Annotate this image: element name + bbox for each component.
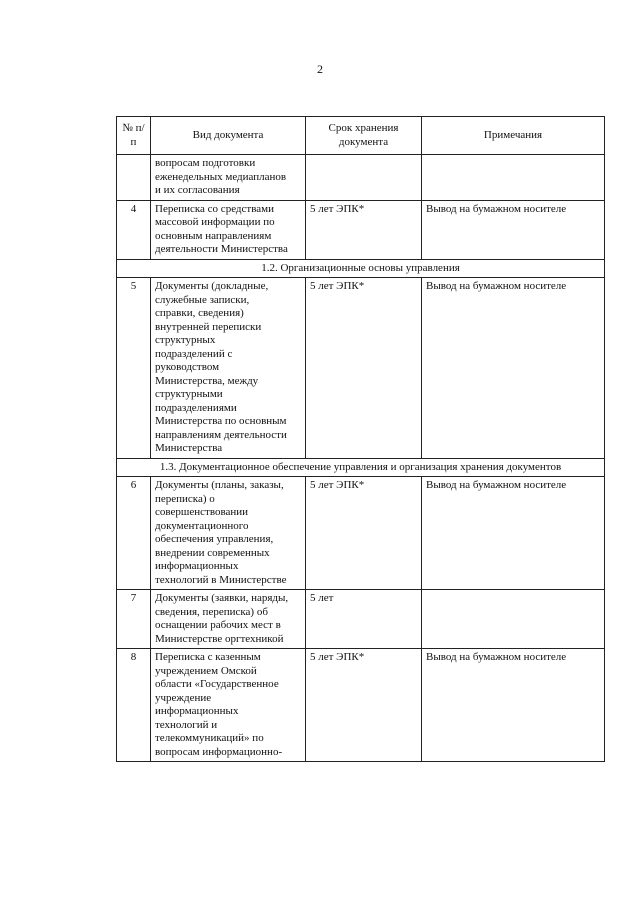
retention-term: 5 лет ЭПК* <box>306 649 422 762</box>
table-row <box>117 200 605 259</box>
row-number: 6 <box>117 477 151 590</box>
row-number: 4 <box>117 200 151 259</box>
table-row <box>117 590 605 649</box>
row-number <box>117 155 151 201</box>
retention-term: 5 лет ЭПК* <box>306 200 422 259</box>
section-row <box>117 458 605 477</box>
notes: Вывод на бумажном носителе <box>422 477 605 590</box>
document-type: Переписка с казенным учреждением Омской области «Государственное учреждение информационных технологий и телекоммуникаций» по вопросам информационно- <box>151 649 306 762</box>
document-type: Документы (планы, заказы, переписка) о совершенствовании документационного обеспечения управления, внедрении современных информационных технологий в Министерстве <box>151 477 306 590</box>
notes: Вывод на бумажном носителе <box>422 649 605 762</box>
page-number: 2 <box>317 62 323 76</box>
header-retention-term: Срок хранения документа <box>306 117 422 155</box>
header-document-type: Вид документа <box>151 117 306 155</box>
notes <box>422 155 605 201</box>
notes <box>422 590 605 649</box>
table-header-row <box>117 117 605 155</box>
retention-term: 5 лет ЭПК* <box>306 477 422 590</box>
document-type: Переписка со средствами массовой информации по основным направлениям деятельности Министерства <box>151 200 306 259</box>
section-row <box>117 259 605 278</box>
document-type: Документы (докладные, служебные записки, справки, сведения) внутренней переписки структурных подразделений с руководством Министерства, между структурными подразделениями Министерства по основным направлениям деятельности Министерства <box>151 278 306 459</box>
document-type: Документы (заявки, наряды, сведения, переписка) об оснащении рабочих мест в Министерстве оргтехникой <box>151 590 306 649</box>
row-number: 7 <box>117 590 151 649</box>
retention-term: 5 лет <box>306 590 422 649</box>
header-number: № п/п <box>117 117 151 155</box>
retention-term <box>306 155 422 201</box>
document-type: вопросам подготовки еженедельных медиапланов и их согласования <box>151 155 306 201</box>
header-notes: Примечания <box>422 117 605 155</box>
notes: Вывод на бумажном носителе <box>422 200 605 259</box>
table-row <box>117 649 605 762</box>
table-row <box>117 278 605 459</box>
row-number: 8 <box>117 649 151 762</box>
retention-term: 5 лет ЭПК* <box>306 278 422 459</box>
row-number: 5 <box>117 278 151 459</box>
section-heading: 1.3. Документационное обеспечение управления и организация хранения документов <box>117 458 605 477</box>
retention-table <box>116 116 605 762</box>
section-heading: 1.2. Организационные основы управления <box>117 259 605 278</box>
notes: Вывод на бумажном носителе <box>422 278 605 459</box>
table-row <box>117 477 605 590</box>
table-row <box>117 155 605 201</box>
